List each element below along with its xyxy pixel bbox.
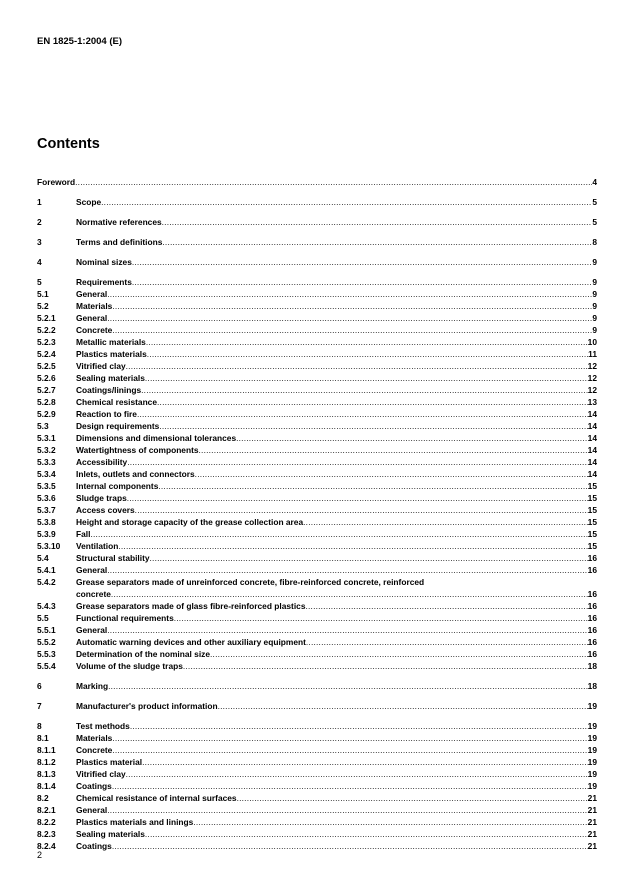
toc-entry-page: 19 [587,781,597,791]
toc-group [37,216,597,228]
toc-entry[interactable] [37,300,597,312]
dot-leader [132,256,592,268]
toc-entry-title: Determination of the nominal size [76,649,211,659]
toc-group [37,236,597,248]
toc-entry-number: 8.2.4 [37,841,56,851]
toc-entry-page: 15 [587,529,597,539]
toc-entry[interactable] [37,372,597,384]
toc-entry-page: 19 [587,769,597,779]
toc-entry-title: Automatic warning devices and other auxiliary equipment [76,637,306,647]
toc-entry-title: Coatings/linings [76,385,142,395]
toc-entry-page: 16 [587,649,597,659]
page-number: 2 [37,850,43,860]
dot-leader [183,660,588,672]
toc-entry-number: 5.4.3 [37,601,56,611]
toc-entry[interactable] [37,564,597,576]
toc-entry-title: Plastics materials [76,349,147,359]
toc-entry-title: Sealing materials [76,373,145,383]
toc-entry-number: 5.4 [37,553,49,563]
toc-entry-page: 14 [587,433,597,443]
toc-entry-number: 5.2.1 [37,313,56,323]
toc-entry-number: 5.4.2 [37,577,56,587]
dot-leader [132,276,592,288]
dot-leader [162,216,593,228]
toc-entry-number: 5.3 [37,421,49,431]
toc-group [37,276,597,672]
toc-entry-title: General [76,805,108,815]
toc-entry-number: 5.3.7 [37,505,56,515]
dot-leader [159,420,587,432]
toc-entry-page: 19 [587,721,597,731]
dot-leader [162,236,592,248]
toc-entry-number: 6 [37,681,42,691]
toc-entry-title: Plastics materials and linings [76,817,194,827]
toc-entry[interactable] [37,768,597,780]
toc-entry-page: 5 [592,197,597,207]
toc-entry[interactable] [37,236,597,248]
toc-entry[interactable] [37,504,597,516]
dot-leader [137,408,588,420]
toc-group [37,196,597,208]
toc-entry[interactable] [37,552,597,564]
toc-entry[interactable] [37,816,597,828]
toc-entry[interactable] [37,420,597,432]
toc-entry[interactable] [37,528,597,540]
toc-entry[interactable] [37,348,597,360]
toc-entry-page: 14 [587,445,597,455]
dot-leader [158,480,587,492]
toc-entry-page: 16 [587,637,597,647]
toc-entry-page: 16 [587,625,597,635]
toc-entry[interactable] [37,408,597,420]
dot-leader [306,636,588,648]
toc-entry-title: General [76,313,108,323]
dot-leader [142,756,588,768]
dot-leader [193,816,587,828]
dot-leader [303,516,588,528]
toc-entry-title: Marking [76,681,109,691]
toc-entry-title: Fall [76,529,91,539]
table-of-contents [37,176,597,852]
toc-entry[interactable] [37,744,597,756]
toc-entry-number: 5.2.4 [37,349,56,359]
toc-entry-page: 9 [592,257,597,267]
toc-entry-title: Materials [76,733,113,743]
toc-entry-title: Functional requirements [76,613,174,623]
toc-entry-page: 21 [587,829,597,839]
dot-leader [107,624,587,636]
toc-entry-number: 5.3.10 [37,541,61,551]
toc-entry-title: Concrete [76,325,113,335]
toc-entry-page: 15 [587,481,597,491]
toc-entry-number: 8.2.1 [37,805,56,815]
document-header: EN 1825-1:2004 (E) [37,36,123,47]
toc-entry-page: 8 [592,237,597,247]
toc-entry-number: 5.2.2 [37,325,56,335]
toc-entry[interactable] [37,660,597,672]
toc-entry-page: 21 [587,841,597,851]
toc-entry-title: General [76,565,108,575]
toc-entry[interactable] [37,600,597,612]
toc-entry-title: Foreword [37,177,76,187]
dot-leader [305,600,587,612]
dot-leader [157,396,588,408]
toc-entry-number: 8.1.2 [37,757,56,767]
toc-entry-page: 16 [587,565,597,575]
toc-entry[interactable] [37,756,597,768]
toc-entry-title: Internal components [76,481,159,491]
dot-leader [150,552,588,564]
toc-entry-page: 15 [587,493,597,503]
toc-entry-page: 12 [587,385,597,395]
toc-entry-number: 5.5.2 [37,637,56,647]
dot-leader [112,732,587,744]
dot-leader [145,372,588,384]
toc-group [37,256,597,268]
page-title: Contents [37,136,100,152]
toc-entry[interactable] [37,492,597,504]
dot-leader [101,196,592,208]
dot-leader [199,444,588,456]
toc-entry-title: Materials [76,301,113,311]
toc-entry[interactable] [37,480,597,492]
toc-entry-number: 5.2.9 [37,409,56,419]
toc-entry-number: 3 [37,237,42,247]
toc-entry-page: 14 [587,421,597,431]
toc-entry-number: 8.1.3 [37,769,56,779]
toc-entry-title: Chemical resistance of internal surfaces [76,793,237,803]
toc-entry-number: 8.2.3 [37,829,56,839]
toc-entry-page: 16 [587,601,597,611]
toc-entry-number: 7 [37,701,42,711]
dot-leader [112,300,592,312]
toc-entry-number: 5.3.6 [37,493,56,503]
toc-entry-page: 19 [587,701,597,711]
toc-entry[interactable] [37,680,597,692]
dot-leader [146,336,588,348]
dot-leader [237,792,588,804]
toc-entry-title-continued: concrete [76,589,111,599]
toc-entry[interactable] [37,360,597,372]
toc-entry[interactable] [37,276,597,288]
dot-leader [210,648,588,660]
toc-entry-title: Vitrified clay [76,361,126,371]
toc-entry-page: 9 [592,277,597,287]
dot-leader [90,528,587,540]
dot-leader [118,540,587,552]
toc-entry-title: Terms and definitions [76,237,163,247]
toc-entry-title: Scope [76,197,102,207]
toc-entry-page: 14 [587,469,597,479]
dot-leader [135,504,588,516]
dot-leader [127,456,587,468]
toc-entry-title: Coatings [76,781,112,791]
toc-entry-page: 19 [587,745,597,755]
toc-entry-title: Access covers [76,505,135,515]
toc-entry-title: Volume of the sludge traps [76,661,183,671]
toc-entry[interactable] [37,196,597,208]
dot-leader [75,176,592,188]
toc-entry-page: 9 [592,313,597,323]
toc-entry-number: 5.3.1 [37,433,56,443]
toc-entry[interactable] [37,336,597,348]
toc-entry-number: 5.1 [37,289,49,299]
toc-entry-number: 1 [37,197,42,207]
dot-leader [107,564,587,576]
toc-entry-page: 15 [587,505,597,515]
dot-leader [126,768,588,780]
toc-entry-title: Coatings [76,841,112,851]
toc-entry-page: 10 [587,337,597,347]
toc-entry[interactable] [37,804,597,816]
dot-leader [111,588,588,600]
toc-entry-title: Design requirements [76,421,160,431]
toc-entry-page: 21 [587,793,597,803]
toc-entry-page: 13 [587,397,597,407]
toc-entry-page: 9 [592,325,597,335]
toc-entry[interactable] [37,456,597,468]
toc-entry-number: 5.3.2 [37,445,56,455]
toc-entry-title: Inlets, outlets and connectors [76,469,195,479]
toc-entry[interactable] [37,648,597,660]
toc-entry-title: Manufacturer's product information [76,701,218,711]
toc-entry-page: 5 [592,217,597,227]
toc-entry-number: 5.2.6 [37,373,56,383]
toc-entry[interactable] [37,540,597,552]
toc-entry-page: 21 [587,805,597,815]
toc-entry[interactable] [37,312,597,324]
toc-entry-title: Sludge traps [76,493,127,503]
toc-entry-number: 2 [37,217,42,227]
toc-entry-page: 16 [587,613,597,623]
dot-leader [107,804,587,816]
toc-entry-title: Vitrified clay [76,769,126,779]
dot-leader [130,720,588,732]
toc-entry[interactable] [37,516,597,528]
toc-entry-number: 8.1.1 [37,745,56,755]
dot-leader [174,612,588,624]
toc-entry-number: 5.4.1 [37,565,56,575]
toc-entry-number: 4 [37,257,42,267]
toc-entry-page: 16 [587,589,597,599]
toc-entry-page: 9 [592,301,597,311]
toc-entry[interactable] [37,216,597,228]
toc-entry-number: 5.3.5 [37,481,56,491]
toc-entry[interactable] [37,444,597,456]
toc-entry-page: 15 [587,541,597,551]
toc-entry-page: 12 [587,361,597,371]
toc-entry-title: Chemical resistance [76,397,158,407]
toc-entry[interactable] [37,432,597,444]
toc-entry-title: Normative references [76,217,162,227]
toc-entry-number: 5.3.9 [37,529,56,539]
toc-entry-title: Ventilation [76,541,119,551]
toc-entry[interactable] [37,384,597,396]
toc-entry-title: Watertightness of components [76,445,199,455]
toc-entry-page: 16 [587,553,597,563]
dot-leader [108,680,588,692]
toc-entry-number: 8.2 [37,793,49,803]
toc-entry-page: 18 [587,661,597,671]
toc-entry-number: 5.2.5 [37,361,56,371]
toc-entry-number: 5.3.4 [37,469,56,479]
toc-entry[interactable] [37,624,597,636]
toc-entry-number: 5.2 [37,301,49,311]
toc-entry-title: Nominal sizes [76,257,132,267]
toc-entry[interactable] [37,636,597,648]
dot-leader [145,828,588,840]
toc-entry-title: Dimensions and dimensional tolerances [76,433,237,443]
toc-entry[interactable] [37,468,597,480]
toc-entry-page: 21 [587,817,597,827]
toc-entry[interactable] [37,576,597,588]
toc-entry[interactable] [37,396,597,408]
toc-entry-title: Accessibility [76,457,128,467]
toc-entry-number: 5.2.7 [37,385,56,395]
toc-entry[interactable] [37,176,597,188]
dot-leader [107,288,592,300]
toc-entry-page: 4 [592,177,597,187]
toc-entry[interactable] [37,828,597,840]
toc-entry[interactable] [37,700,597,712]
toc-entry-page: 14 [587,457,597,467]
toc-entry-number: 5.5 [37,613,49,623]
toc-entry-title: Grease separators made of glass fibre-reinforced plastics [76,601,306,611]
toc-entry-number: 8 [37,721,42,731]
toc-entry-continuation[interactable] [37,588,597,600]
toc-entry[interactable] [37,780,597,792]
toc-entry-title: Test methods [76,721,130,731]
toc-group [37,176,597,188]
toc-entry-page: 19 [587,733,597,743]
toc-entry-page: 18 [587,681,597,691]
toc-entry-page: 12 [587,373,597,383]
toc-entry-title: General [76,625,108,635]
toc-entry[interactable] [37,288,597,300]
dot-leader [195,468,588,480]
toc-entry-title: General [76,289,108,299]
dot-leader [112,840,588,852]
toc-entry[interactable] [37,792,597,804]
toc-entry-title: Sealing materials [76,829,145,839]
dot-leader [141,384,588,396]
dot-leader [236,432,588,444]
toc-entry-title: Grease separators made of unreinforced concrete, fibre-reinforced concrete, reinforced [76,577,425,587]
toc-entry-title: Plastics material [76,757,143,767]
toc-entry-number: 8.2.2 [37,817,56,827]
toc-entry-title: Reaction to fire [76,409,137,419]
toc-entry-title: Concrete [76,745,113,755]
toc-entry-number: 5.3.3 [37,457,56,467]
toc-group [37,680,597,692]
toc-entry[interactable] [37,256,597,268]
toc-entry[interactable] [37,840,597,852]
toc-entry-number: 5.5.4 [37,661,56,671]
toc-group [37,720,597,852]
toc-entry-number: 5.5.1 [37,625,56,635]
toc-entry-number: 8.1 [37,733,49,743]
toc-entry[interactable] [37,732,597,744]
dot-leader [127,492,588,504]
toc-entry-page: 9 [592,289,597,299]
toc-entry-page: 15 [587,517,597,527]
dot-leader [147,348,588,360]
toc-entry-number: 5.3.8 [37,517,56,527]
toc-entry-page: 14 [587,409,597,419]
toc-entry-number: 8.1.4 [37,781,56,791]
toc-entry-page: 11 [588,349,597,359]
toc-entry-number: 5 [37,277,42,287]
dot-leader [112,780,588,792]
toc-entry-title: Structural stability [76,553,150,563]
toc-entry[interactable] [37,612,597,624]
toc-entry-title: Height and storage capacity of the grease collection area [76,517,304,527]
dot-leader [107,312,592,324]
toc-group [37,700,597,712]
toc-entry-title: Requirements [76,277,132,287]
toc-entry-title: Metallic materials [76,337,146,347]
toc-entry-number: 5.2.8 [37,397,56,407]
toc-entry-number: 5.5.3 [37,649,56,659]
dot-leader [218,700,588,712]
dot-leader [112,324,592,336]
toc-entry[interactable] [37,720,597,732]
dot-leader [126,360,588,372]
dot-leader [112,744,587,756]
toc-entry[interactable] [37,324,597,336]
toc-entry-page: 19 [587,757,597,767]
toc-entry-number: 5.2.3 [37,337,56,347]
